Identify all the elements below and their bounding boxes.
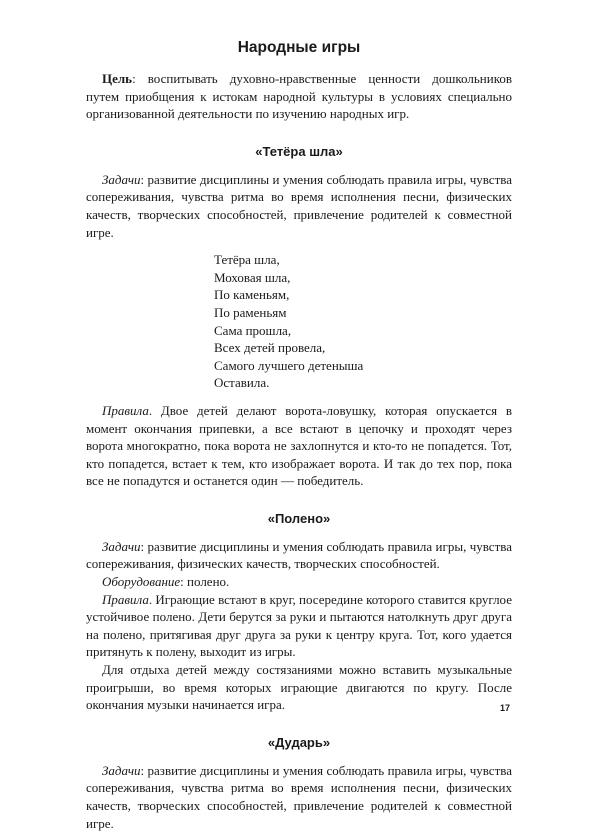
rules-paragraph: [86, 402, 512, 490]
game-section-poleno: [86, 510, 512, 714]
rules-label: Правила: [102, 591, 149, 607]
game-title: «Тетёра шла»: [255, 143, 343, 159]
equipment-text: : полено.: [180, 574, 230, 590]
verse-line: Самого лучшего детеныша: [214, 357, 364, 373]
game-title: «Полено»: [267, 510, 331, 526]
goal-label: Цель: [102, 71, 133, 86]
tasks-label: Задачи: [102, 762, 141, 778]
verse-line: Тетёра шла,: [214, 252, 280, 268]
tasks-text: : развитие дисциплины и умения соблюдать правила игры, чувства сопереживания, физических качеств, творческих способностей.: [86, 538, 512, 572]
verse-block: [214, 251, 512, 392]
tasks-label: Задачи: [102, 538, 141, 554]
goal-paragraph: [86, 70, 512, 123]
tasks-paragraph: [86, 538, 512, 573]
tasks-paragraph: [86, 171, 512, 241]
tasks-paragraph: [86, 762, 512, 832]
tasks-text: : развитие дисциплины и умения соблюдать правила игры, чувства сопереживания, чувства ритма во время исполнения песни, физических качеств, творческих способностей, привлечение родителей к совместной игре.: [86, 762, 512, 831]
game-section-tetera: [86, 143, 512, 490]
tasks-text: : развитие дисциплины и умения соблюдать правила игры, чувства сопереживания, чувства ритма во время исполнения песни, физических качеств, творческих способностей, привлечение родителей к совместной игре.: [86, 171, 512, 240]
verse-line: Всех детей провела,: [214, 340, 326, 356]
verse-line: Моховая шла,: [214, 269, 291, 285]
verse-line: Оставила.: [214, 375, 270, 391]
goal-text: : воспитывать духовно-нравственные ценности дошкольников путем приобщения к истокам народной культуры в условиях специально организованной деятельности по изучению народных игр.: [86, 71, 512, 122]
page-title: Народные игры: [237, 39, 361, 56]
extra-paragraph: Для отдыха детей между состязаниями можно вставить музыкальные проигрыши, во время которых играющие двигаются по кругу. После окончания музыки начинается игра.: [86, 662, 512, 713]
tasks-label: Задачи: [102, 171, 141, 187]
game-section-dudar: [86, 734, 512, 832]
equipment-paragraph: [86, 573, 512, 591]
verse-line: По каменьям,: [214, 287, 290, 303]
verse-line: Сама прошла,: [214, 322, 292, 338]
rules-label: Правила: [102, 402, 149, 418]
verse-line: По раменьям: [214, 304, 287, 320]
rules-text: . Двое детей делают ворота-ловушку, которая опускается в момент окончания припевки, а все встают в цепочку и проходят через ворота многократно, пока ворота не захлопнутся и кто-то не попадется. Тот, кто попадется, встает к тем, кто изображает ворота. И так до тех пор, пока все не попадутся и останется один — победитель.: [86, 402, 512, 489]
rules-paragraph: [86, 591, 512, 661]
equipment-label: Оборудование: [102, 574, 181, 590]
document-page: [86, 38, 512, 832]
rules-text: . Играющие встают в круг, посередине которого ставится круглое устойчивое полено. Дети берутся за руки и пытаются натолкнуть друг друга на полено, притягивая друг друга за руки к центру круга. Тот, кого удается притянуть к полену, выходит из игры.: [86, 591, 512, 660]
page-number: 17: [499, 703, 510, 713]
game-title: «Дударь»: [267, 734, 331, 750]
